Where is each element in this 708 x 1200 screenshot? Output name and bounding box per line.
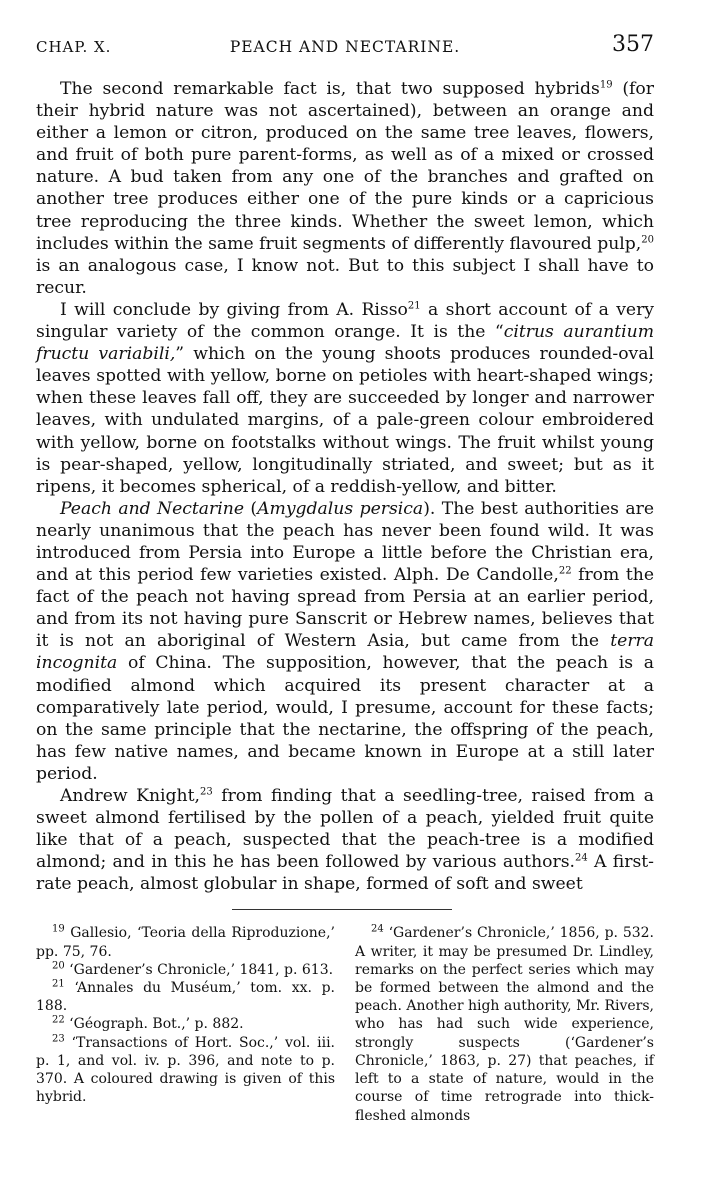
footnote-ref: 19 — [599, 79, 613, 91]
paragraph — [36, 78, 654, 299]
text-run: from finding that a seedling-tree, raised from a sweet almond fertilised by the pollen of a peach, yielded fruit quite like that of a peach, suspected that the peach-tree is a modified almond; and in this he has been followed by various authors. — [36, 786, 654, 873]
running-header — [36, 30, 654, 64]
text-run: ‘Gardener’s Chronicle,’ 1841, p. 613. — [64, 961, 334, 978]
text-run: ‘Annales du Muséum,’ tom. xx. p. 188. — [36, 980, 335, 1015]
italic-text: Amygdalus persica — [257, 498, 424, 519]
running-title: PEACH AND NECTARINE. — [229, 38, 461, 56]
main-text — [36, 78, 654, 895]
text-run: a short account of a very singular variety of the common orange. It is the “ — [36, 299, 654, 343]
footnote — [355, 924, 654, 1124]
text-run: ( — [244, 498, 258, 519]
paragraph — [36, 785, 654, 895]
footnote — [36, 924, 335, 960]
footnote-ref: 20 — [52, 960, 65, 972]
footnote — [36, 1034, 335, 1107]
text-run: of China. The supposition, however, that the peach is a modified almond which acquired its present character at a comparatively late period, would, I presume, account for these facts; on the same principle that the nectarine, the offspring of the peach, has few native names, and became known in Europe at a still later period. — [36, 653, 654, 784]
paragraph — [36, 498, 654, 785]
page-number: 357 — [612, 32, 654, 57]
footnote-ref: 20 — [641, 233, 654, 245]
italic-text: Peach and Nectarine — [60, 498, 244, 519]
book-page — [36, 30, 654, 1125]
footnote — [36, 979, 335, 1015]
text-run: A first-rate peach, almost globular in shape, formed of soft and sweet — [36, 852, 654, 895]
footnotes — [36, 924, 654, 1124]
footnote-ref: 23 — [199, 786, 213, 798]
chapter-label: CHAP. X. — [36, 38, 112, 56]
text-run: from the fact of the peach not having spread from Persia at an earlier period, and from its not having pure Sanscrit or Hebrew names, believes that it is not an aboriginal of Western Asia, but came from the — [36, 565, 654, 652]
text-run: Andrew Knight, — [60, 786, 200, 806]
text-run: ). The best authorities are nearly unanimous that the peach has never been found wild. It was introduced from Persia into Europe a little before the Christian era, and at this period few varieties existed. Alph. De Candolle, — [36, 498, 654, 586]
footnote-ref: 22 — [52, 1014, 65, 1026]
text-run: ‘Gardener’s Chronicle,’ 1856, p. 532. A writer, it may be presumed Dr. Lindley, remarks on the perfect series which may be formed between the almond and the peach. Another high authority, Mr. Rivers, who has had such wide experience, strongly suspects (‘Gardener’s Chronicle,’ 1863, p. 27) that peaches, if left to a state of nature, would in the course of time retrograde into thick-fleshed almonds — [355, 925, 655, 1124]
text-run: ” which on the young shoots produces rounded-oval leaves spotted with yellow, borne on petioles with heart-shaped wings; when these leaves fall off, they are succeeded by longer and narrower leaves, with undulated margins, of a pale-green colour embroidered with yellow, borne on footstalks without wings. The fruit whilst young is pear-shaped, yellow, longitudinally striated, and sweet; but as it ripens, it becomes spherical, of a reddish-yellow, and bitter. — [36, 344, 655, 497]
footnote-ref: 22 — [558, 565, 572, 577]
footnote-ref: 19 — [52, 923, 65, 935]
footnote-ref: 24 — [575, 852, 588, 864]
italic-text: citrus aurantium fructu variabili, — [36, 322, 654, 365]
text-run: (for their hybrid nature was not ascertained), between an orange and either a lemon or citron, produced on the same tree leaves, flowers, and fruit of both pure parent-forms, as well as of a mixed or crossed nature. A bud taken from any one of the branches and grafted on another tree produces either one of the pure kinds or a capricious tree reproducing the three kinds. Whether the sweet lemon, which includes within the same fruit segments of differently flavoured pulp, — [36, 79, 654, 254]
text-run: I will conclude by giving from A. Risso — [60, 299, 408, 320]
footnote-ref: 24 — [371, 923, 384, 935]
footnotes-right-column — [355, 924, 654, 1124]
text-run: The second remarkable fact is, that two supposed hybrids — [60, 79, 600, 99]
footnote-ref: 23 — [52, 1033, 65, 1045]
footnote — [36, 961, 335, 979]
footnote-divider — [232, 909, 452, 910]
footnote — [36, 1015, 335, 1033]
text-run: ‘Géograph. Bot.,’ p. 882. — [64, 1016, 244, 1033]
text-run: ‘Transactions of Hort. Soc.,’ vol. iii. p. 1, and vol. iv. p. 396, and note to p. 370. A coloured drawing is given of this hybrid. — [36, 1034, 335, 1106]
footnote-ref: 21 — [52, 978, 65, 990]
footnotes-left-column — [36, 924, 335, 1124]
text-run: is an analogous case, I know not. But to this subject I shall have to recur. — [36, 255, 654, 298]
footnote-ref: 21 — [407, 300, 421, 312]
text-run: Gallesio, ‘Teoria della Riproduzione,’ pp. 75, 76. — [36, 925, 335, 960]
paragraph — [36, 299, 654, 498]
italic-text: terra incognita — [36, 631, 654, 674]
